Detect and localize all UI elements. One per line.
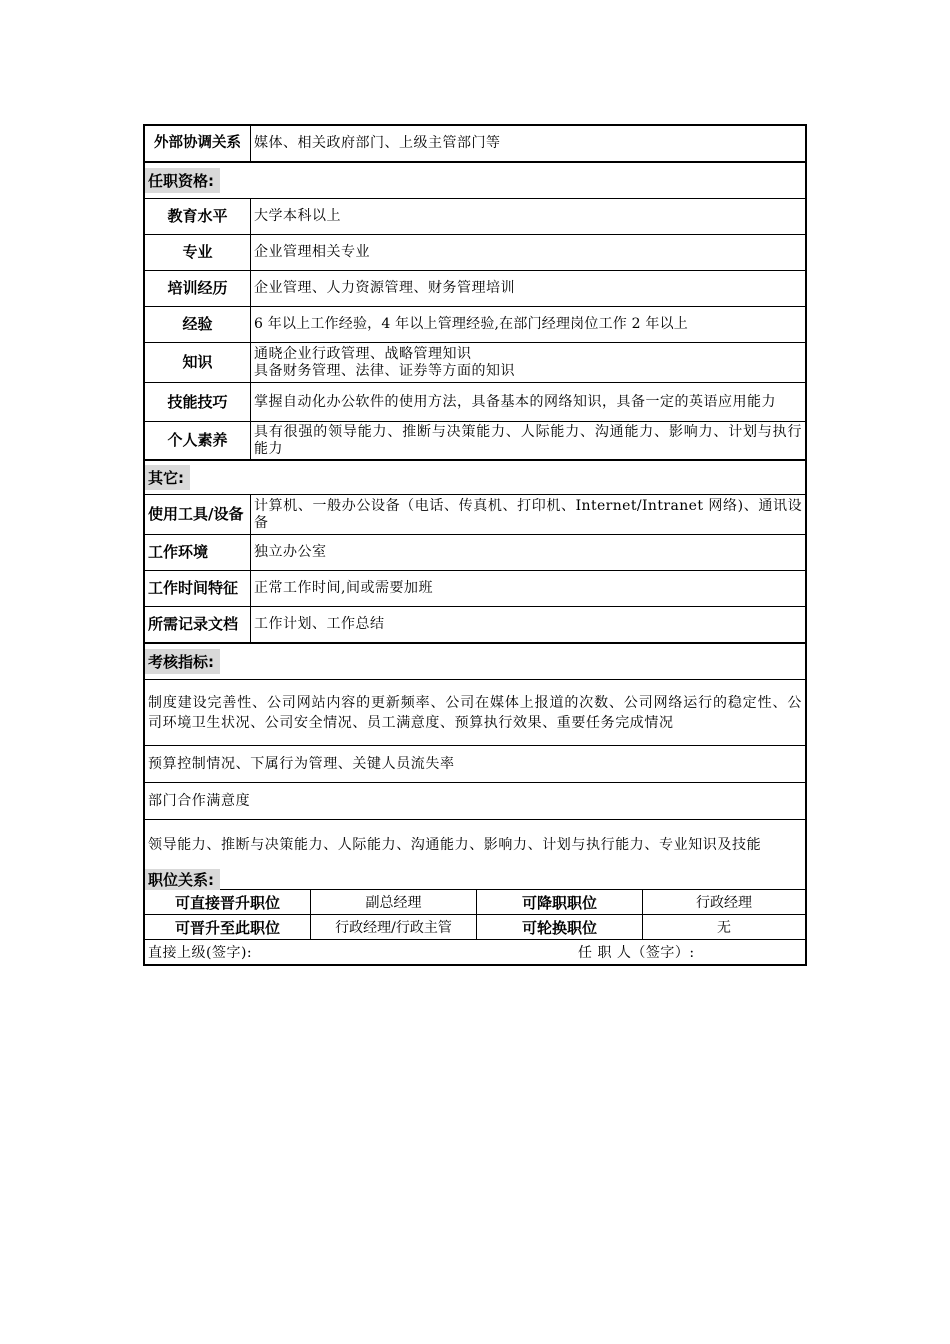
qualification-row	[145, 271, 805, 307]
knowledge-line: 通晓企业行政管理、战略管理知识	[254, 345, 472, 362]
qualifications-title: 任职资格:	[145, 168, 220, 193]
metric-item: 领导能力、推断与决策能力、人际能力、沟通能力、影响力、计划与执行能力、专业知识及技能	[148, 836, 762, 853]
other-row	[145, 495, 805, 535]
other-label: 工作环境	[145, 535, 251, 570]
qualification-label: 培训经历	[145, 271, 251, 306]
rotate-value: 无	[717, 920, 731, 936]
promote-to-label: 可晋升至此职位	[145, 915, 311, 939]
other-section-header	[145, 461, 805, 495]
other-label: 工作时间特征	[145, 571, 251, 606]
qualification-label: 经验	[145, 307, 251, 342]
qualification-label: 技能技巧	[145, 383, 251, 421]
metrics-title: 考核指标:	[145, 649, 220, 674]
other-label: 所需记录文档	[145, 607, 251, 642]
incumbent-signature: 任 职 人（签字）:	[578, 945, 695, 961]
relations-section-header	[145, 870, 805, 890]
other-value: 计算机、一般办公设备（电话、传真机、打印机、Internet/Intranet 网络)、通讯设备	[254, 497, 802, 531]
rotate-label: 可轮换职位	[477, 915, 643, 939]
metric-item: 部门合作满意度	[145, 783, 805, 820]
qualification-row	[145, 307, 805, 343]
external-relations-label: 外部协调关系	[145, 126, 251, 161]
promote-value: 副总经理	[311, 890, 477, 914]
qualification-value: 6 年以上工作经验，4 年以上管理经验,在部门经理岗位工作 2 年以上	[254, 316, 688, 332]
other-row	[145, 535, 805, 571]
other-title: 其它:	[145, 465, 190, 490]
qualification-value: 掌握自动化办公软件的使用方法，具备基本的网络知识，具备一定的英语应用能力	[254, 393, 776, 410]
demote-value: 行政经理	[696, 895, 752, 911]
relations-row	[145, 890, 805, 915]
qualification-row	[145, 383, 805, 422]
metrics-section-header	[145, 644, 805, 680]
qualification-row	[145, 199, 805, 235]
other-value: 正常工作时间,间或需要加班	[254, 580, 433, 596]
job-description-table	[143, 124, 807, 966]
demote-label: 可降职职位	[477, 890, 643, 914]
qualification-row	[145, 235, 805, 271]
qualification-value: 大学本科以上	[254, 208, 341, 224]
qualification-value	[251, 343, 805, 382]
external-relations-row	[145, 126, 805, 163]
qualification-label: 专业	[145, 235, 251, 270]
signature-row	[145, 940, 805, 964]
promote-label: 可直接晋升职位	[145, 890, 311, 914]
relations-title: 职位关系:	[145, 869, 220, 890]
promote-to-value: 行政经理/行政主管	[311, 915, 477, 939]
qualification-label: 个人素养	[145, 422, 251, 459]
qualification-row	[145, 343, 805, 383]
qualification-label: 教育水平	[145, 199, 251, 234]
other-row	[145, 607, 805, 644]
other-label: 使用工具/设备	[145, 495, 251, 534]
other-row	[145, 571, 805, 607]
qualifications-section-header	[145, 163, 805, 199]
qualification-value: 具有很强的领导能力、推断与决策能力、人际能力、沟通能力、影响力、计划与执行能力	[254, 423, 802, 457]
external-relations-value: 媒体、相关政府部门、上级主管部门等	[254, 135, 501, 151]
supervisor-signature: 直接上级(签字):	[148, 945, 253, 961]
other-value: 工作计划、工作总结	[254, 616, 385, 632]
metric-item: 预算控制情况、下属行为管理、关键人员流失率	[145, 746, 805, 783]
qualification-value: 企业管理相关专业	[254, 244, 370, 260]
qualification-label: 知识	[145, 343, 251, 382]
knowledge-line: 具备财务管理、法律、证券等方面的知识	[254, 362, 515, 379]
metric-item: 制度建设完善性、公司网站内容的更新频率、公司在媒体上报道的次数、公司网络运行的稳定性、公司环境卫生状况、公司安全情况、员工满意度、预算执行效果、重要任务完成情况	[145, 680, 805, 746]
qualification-row	[145, 422, 805, 461]
relations-row	[145, 915, 805, 940]
qualification-value: 企业管理、人力资源管理、财务管理培训	[254, 280, 515, 296]
other-value: 独立办公室	[254, 544, 327, 560]
